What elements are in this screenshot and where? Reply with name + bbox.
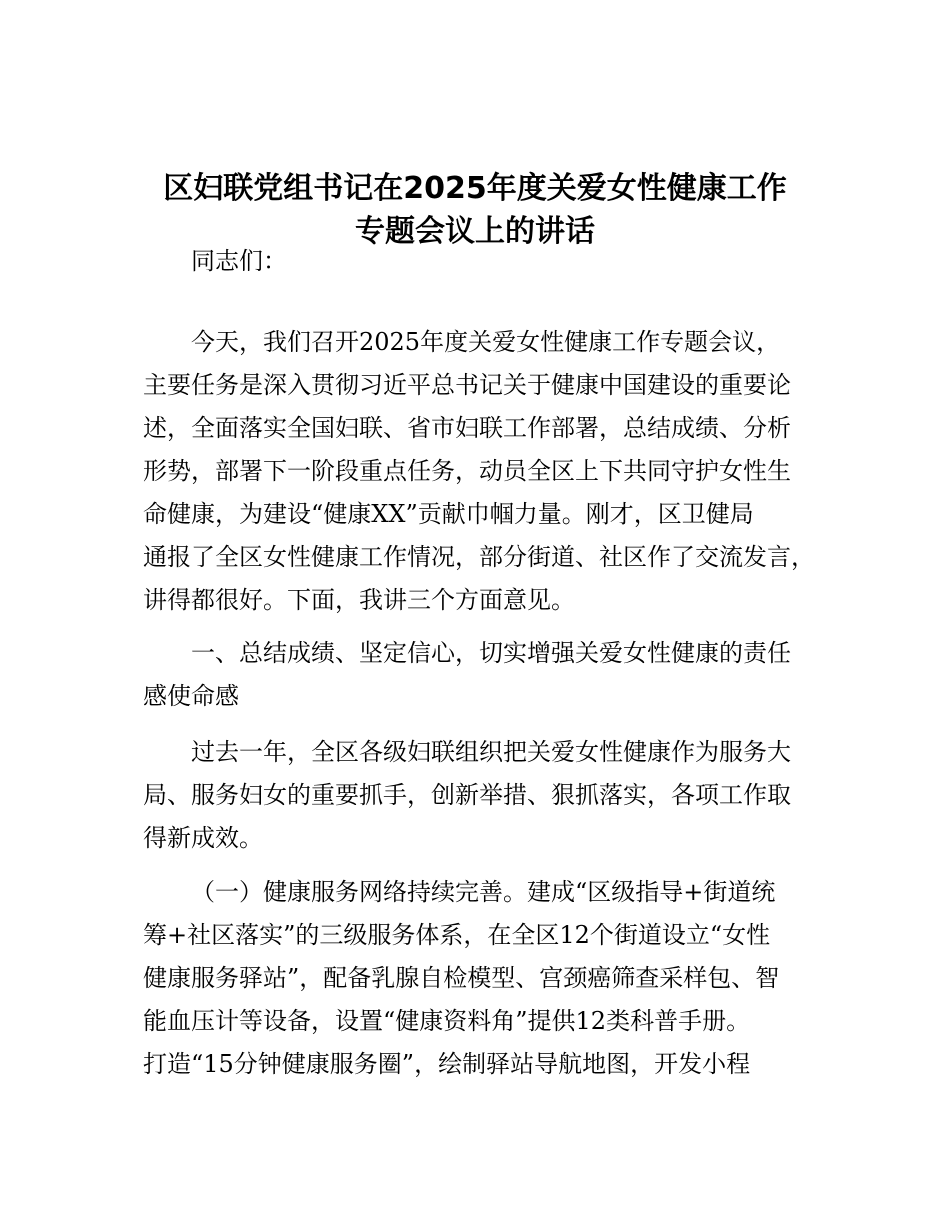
paragraph-line: 通报了全区女性健康工作情况，部分街道、社区作了交流发言， — [143, 543, 815, 571]
paragraph-service-network — [143, 871, 823, 1086]
paragraph-line: 今天，我们召开2025年度关爱女性健康工作专题会议， — [191, 328, 781, 356]
heading-line: 感使命感 — [143, 682, 239, 710]
paragraph-line: 健康服务驿站”，配备乳腺自检模型、宫颈癌筛查采样包、智 — [143, 964, 780, 992]
salutation-text: 同志们： — [191, 247, 287, 275]
section-heading-1 — [143, 632, 823, 718]
paragraph-line: 形势，部署下一阶段重点任务，动员全区上下共同守护女性生 — [143, 457, 791, 485]
paragraph-line: （一）健康服务网络持续完善。建成“区级指导+街道统 — [191, 878, 776, 906]
paragraph-line: 讲得都很好。下面，我讲三个方面意见。 — [143, 586, 575, 614]
title-line-1: 区妇联党组书记在2025年度关爱女性健康工作 — [163, 171, 787, 206]
paragraph-line: 过去一年，全区各级妇联组织把关爱女性健康作为服务大 — [191, 738, 791, 766]
paragraph-line: 能血压计等设备，设置“健康资料角”提供12类科普手册。 — [143, 1007, 751, 1035]
paragraph-line: 打造“15分钟健康服务圈”，绘制驿站导航地图，开发小程 — [143, 1050, 751, 1078]
paragraph-summary — [143, 731, 823, 860]
heading-line: 一、总结成绩、坚定信心，切实增强关爱女性健康的责任 — [191, 639, 791, 667]
paragraph-line: 得新成效。 — [143, 824, 263, 852]
paragraph-line: 命健康，为建设“健康XX”贡献巾帼力量。刚才，区卫健局 — [143, 500, 754, 528]
paragraph-line: 述，全面落实全国妇联、省市妇联工作部署，总结成绩、分析 — [143, 414, 791, 442]
paragraph-intro — [143, 321, 823, 622]
paragraph-line: 筹+社区落实”的三级服务体系，在全区12个街道设立“女性 — [143, 921, 771, 949]
salutation — [143, 240, 823, 283]
title-line-2: 专题会议上的讲话 — [355, 214, 595, 249]
paragraph-line: 局、服务妇女的重要抓手，创新举措、狠抓落实，各项工作取 — [143, 781, 791, 809]
paragraph-line: 主要任务是深入贯彻习近平总书记关于健康中国建设的重要论 — [143, 371, 791, 399]
